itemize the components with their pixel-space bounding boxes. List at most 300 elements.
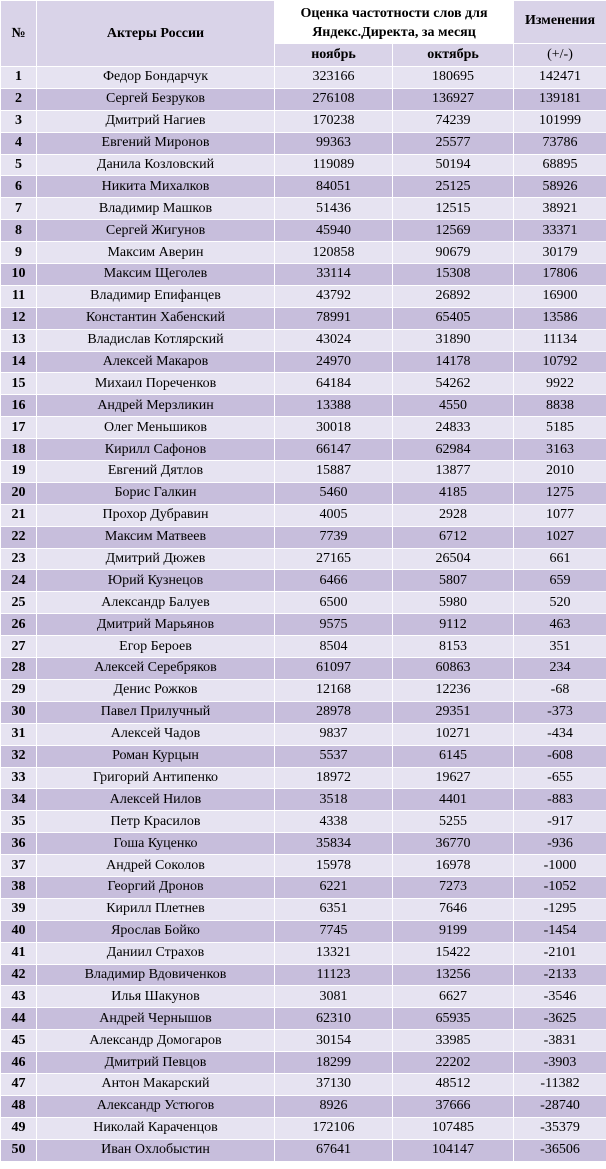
november-value: 8504 <box>275 636 393 658</box>
row-number: 5 <box>1 154 37 176</box>
october-value: 104147 <box>393 1139 514 1161</box>
row-number: 12 <box>1 307 37 329</box>
change-value: -3903 <box>514 1052 606 1074</box>
october-value: 5255 <box>393 811 514 833</box>
row-number: 47 <box>1 1073 37 1095</box>
change-value: -68 <box>514 679 606 701</box>
row-number: 39 <box>1 898 37 920</box>
header-num: № <box>1 1 37 67</box>
table-row <box>1 439 606 461</box>
november-value: 3081 <box>275 986 393 1008</box>
actor-name: Михаил Пореченков <box>37 373 275 395</box>
actor-name: Александр Балуев <box>37 592 275 614</box>
change-value: -373 <box>514 701 606 723</box>
row-number: 11 <box>1 285 37 307</box>
row-number: 29 <box>1 679 37 701</box>
row-number: 6 <box>1 176 37 198</box>
change-value: 8838 <box>514 395 606 417</box>
november-value: 172106 <box>275 1117 393 1139</box>
row-number: 19 <box>1 461 37 483</box>
change-value: 33371 <box>514 220 606 242</box>
october-value: 60863 <box>393 658 514 680</box>
change-value: -3625 <box>514 1008 606 1030</box>
november-value: 13388 <box>275 395 393 417</box>
actor-name: Данила Козловский <box>37 154 275 176</box>
change-value: -2133 <box>514 964 606 986</box>
table-row <box>1 461 606 483</box>
change-value: 101999 <box>514 110 606 132</box>
row-number: 28 <box>1 658 37 680</box>
october-value: 54262 <box>393 373 514 395</box>
table-row <box>1 88 606 110</box>
change-value: -1000 <box>514 855 606 877</box>
october-value: 136927 <box>393 88 514 110</box>
actor-name: Дмитрий Дюжев <box>37 548 275 570</box>
table-row <box>1 723 606 745</box>
november-value: 30018 <box>275 417 393 439</box>
row-number: 26 <box>1 614 37 636</box>
header-november: ноябрь <box>275 44 393 67</box>
actor-name: Евгений Миронов <box>37 132 275 154</box>
change-value: 1275 <box>514 482 606 504</box>
row-number: 34 <box>1 789 37 811</box>
header-row <box>1 1 606 44</box>
table-row <box>1 1117 606 1139</box>
row-number: 13 <box>1 329 37 351</box>
actor-name: Дмитрий Певцов <box>37 1052 275 1074</box>
october-value: 37666 <box>393 1095 514 1117</box>
october-value: 13877 <box>393 461 514 483</box>
table-row <box>1 833 606 855</box>
change-value: 17806 <box>514 264 606 286</box>
table-row <box>1 614 606 636</box>
change-value: -608 <box>514 745 606 767</box>
row-number: 2 <box>1 88 37 110</box>
actor-name: Константин Хабенский <box>37 307 275 329</box>
table-row <box>1 920 606 942</box>
change-value: -3831 <box>514 1030 606 1052</box>
header-change-unit: (+/-) <box>514 44 606 67</box>
table-row <box>1 67 606 89</box>
actor-name: Александр Домогаров <box>37 1030 275 1052</box>
october-value: 26892 <box>393 285 514 307</box>
table-row <box>1 570 606 592</box>
table-row <box>1 307 606 329</box>
actor-name: Кирилл Плетнев <box>37 898 275 920</box>
november-value: 323166 <box>275 67 393 89</box>
actor-name: Сергей Жигунов <box>37 220 275 242</box>
table-row <box>1 789 606 811</box>
november-value: 6221 <box>275 876 393 898</box>
october-value: 36770 <box>393 833 514 855</box>
row-number: 41 <box>1 942 37 964</box>
november-value: 18972 <box>275 767 393 789</box>
table-row <box>1 1030 606 1052</box>
row-number: 16 <box>1 395 37 417</box>
table-row <box>1 855 606 877</box>
october-value: 65935 <box>393 1008 514 1030</box>
table-row <box>1 964 606 986</box>
table-row <box>1 132 606 154</box>
table-row <box>1 658 606 680</box>
row-number: 48 <box>1 1095 37 1117</box>
actor-name: Денис Рожков <box>37 679 275 701</box>
november-value: 13321 <box>275 942 393 964</box>
november-value: 15887 <box>275 461 393 483</box>
table-row <box>1 526 606 548</box>
november-value: 5460 <box>275 482 393 504</box>
row-number: 24 <box>1 570 37 592</box>
change-value: 9922 <box>514 373 606 395</box>
october-value: 6145 <box>393 745 514 767</box>
november-value: 4338 <box>275 811 393 833</box>
row-number: 45 <box>1 1030 37 1052</box>
table-row <box>1 811 606 833</box>
actor-name: Алексей Нилов <box>37 789 275 811</box>
table-row <box>1 986 606 1008</box>
change-value: 73786 <box>514 132 606 154</box>
actor-name: Евгений Дятлов <box>37 461 275 483</box>
october-value: 26504 <box>393 548 514 570</box>
october-value: 12515 <box>393 198 514 220</box>
november-value: 67641 <box>275 1139 393 1161</box>
actor-name: Борис Галкин <box>37 482 275 504</box>
table-row <box>1 1052 606 1074</box>
october-value: 22202 <box>393 1052 514 1074</box>
change-value: 13586 <box>514 307 606 329</box>
row-number: 21 <box>1 504 37 526</box>
change-value: 2010 <box>514 461 606 483</box>
row-number: 18 <box>1 439 37 461</box>
actor-name: Прохор Дубравин <box>37 504 275 526</box>
change-value: 234 <box>514 658 606 680</box>
actor-name: Алексей Серебряков <box>37 658 275 680</box>
november-value: 37130 <box>275 1073 393 1095</box>
change-value: 1077 <box>514 504 606 526</box>
actor-name: Алексей Чадов <box>37 723 275 745</box>
row-number: 27 <box>1 636 37 658</box>
table-row <box>1 351 606 373</box>
november-value: 4005 <box>275 504 393 526</box>
change-value: -35379 <box>514 1117 606 1139</box>
actor-name: Максим Аверин <box>37 242 275 264</box>
november-value: 84051 <box>275 176 393 198</box>
table-row <box>1 1073 606 1095</box>
table-row <box>1 110 606 132</box>
actor-name: Владимир Вдовиченков <box>37 964 275 986</box>
november-value: 6466 <box>275 570 393 592</box>
november-value: 7745 <box>275 920 393 942</box>
row-number: 50 <box>1 1139 37 1161</box>
change-value: 10792 <box>514 351 606 373</box>
actor-name: Андрей Мерзликин <box>37 395 275 417</box>
table-row <box>1 482 606 504</box>
actor-name: Антон Макарский <box>37 1073 275 1095</box>
actor-name: Григорий Антипенко <box>37 767 275 789</box>
october-value: 6627 <box>393 986 514 1008</box>
row-number: 4 <box>1 132 37 154</box>
table-row <box>1 1095 606 1117</box>
row-number: 40 <box>1 920 37 942</box>
row-number: 43 <box>1 986 37 1008</box>
change-value: -11382 <box>514 1073 606 1095</box>
row-number: 10 <box>1 264 37 286</box>
october-value: 12569 <box>393 220 514 242</box>
november-value: 119089 <box>275 154 393 176</box>
change-value: 463 <box>514 614 606 636</box>
row-number: 31 <box>1 723 37 745</box>
row-number: 37 <box>1 855 37 877</box>
november-value: 12168 <box>275 679 393 701</box>
november-value: 51436 <box>275 198 393 220</box>
november-value: 35834 <box>275 833 393 855</box>
actor-name: Павел Прилучный <box>37 701 275 723</box>
row-number: 15 <box>1 373 37 395</box>
row-number: 1 <box>1 67 37 89</box>
row-number: 32 <box>1 745 37 767</box>
actor-name: Кирилл Сафонов <box>37 439 275 461</box>
actor-name: Владислав Котлярский <box>37 329 275 351</box>
row-number: 44 <box>1 1008 37 1030</box>
actor-name: Роман Курцын <box>37 745 275 767</box>
change-value: 5185 <box>514 417 606 439</box>
row-number: 49 <box>1 1117 37 1139</box>
november-value: 62310 <box>275 1008 393 1030</box>
october-value: 16978 <box>393 855 514 877</box>
change-value: 16900 <box>514 285 606 307</box>
october-value: 7646 <box>393 898 514 920</box>
october-value: 25125 <box>393 176 514 198</box>
actor-name: Владимир Епифанцев <box>37 285 275 307</box>
table-row <box>1 592 606 614</box>
actor-name: Андрей Соколов <box>37 855 275 877</box>
november-value: 5537 <box>275 745 393 767</box>
october-value: 4550 <box>393 395 514 417</box>
november-value: 99363 <box>275 132 393 154</box>
table-row <box>1 1139 606 1161</box>
october-value: 10271 <box>393 723 514 745</box>
change-value: 659 <box>514 570 606 592</box>
change-value: 58926 <box>514 176 606 198</box>
table-body <box>1 67 606 1162</box>
table-row <box>1 373 606 395</box>
row-number: 20 <box>1 482 37 504</box>
november-value: 28978 <box>275 701 393 723</box>
november-value: 24970 <box>275 351 393 373</box>
october-value: 13256 <box>393 964 514 986</box>
table-row <box>1 504 606 526</box>
actor-name: Гоша Куценко <box>37 833 275 855</box>
change-value: 38921 <box>514 198 606 220</box>
row-number: 25 <box>1 592 37 614</box>
actor-name: Георгий Дронов <box>37 876 275 898</box>
table-row <box>1 767 606 789</box>
row-number: 3 <box>1 110 37 132</box>
october-value: 90679 <box>393 242 514 264</box>
november-value: 6500 <box>275 592 393 614</box>
actor-name: Максим Щеголев <box>37 264 275 286</box>
october-value: 14178 <box>393 351 514 373</box>
header-actors: Актеры России <box>37 1 275 67</box>
november-value: 27165 <box>275 548 393 570</box>
october-value: 31890 <box>393 329 514 351</box>
table-row <box>1 395 606 417</box>
change-value: -1295 <box>514 898 606 920</box>
change-value: 3163 <box>514 439 606 461</box>
october-value: 5807 <box>393 570 514 592</box>
row-number: 14 <box>1 351 37 373</box>
november-value: 61097 <box>275 658 393 680</box>
actor-name: Даниил Страхов <box>37 942 275 964</box>
october-value: 65405 <box>393 307 514 329</box>
table-row <box>1 1008 606 1030</box>
table-row <box>1 942 606 964</box>
row-number: 33 <box>1 767 37 789</box>
row-number: 23 <box>1 548 37 570</box>
october-value: 2928 <box>393 504 514 526</box>
october-value: 29351 <box>393 701 514 723</box>
october-value: 15308 <box>393 264 514 286</box>
october-value: 9112 <box>393 614 514 636</box>
actor-name: Александр Устюгов <box>37 1095 275 1117</box>
table-row <box>1 264 606 286</box>
row-number: 42 <box>1 964 37 986</box>
row-number: 36 <box>1 833 37 855</box>
change-value: -1052 <box>514 876 606 898</box>
actor-name: Андрей Чернышов <box>37 1008 275 1030</box>
actor-name: Егор Бероев <box>37 636 275 658</box>
table-row <box>1 679 606 701</box>
actor-name: Сергей Безруков <box>37 88 275 110</box>
october-value: 4185 <box>393 482 514 504</box>
november-value: 7739 <box>275 526 393 548</box>
change-value: 1027 <box>514 526 606 548</box>
november-value: 276108 <box>275 88 393 110</box>
table-row <box>1 176 606 198</box>
november-value: 9837 <box>275 723 393 745</box>
row-number: 38 <box>1 876 37 898</box>
table-row <box>1 285 606 307</box>
table-row <box>1 329 606 351</box>
november-value: 43024 <box>275 329 393 351</box>
november-value: 43792 <box>275 285 393 307</box>
change-value: 351 <box>514 636 606 658</box>
actor-name: Илья Шакунов <box>37 986 275 1008</box>
november-value: 78991 <box>275 307 393 329</box>
october-value: 107485 <box>393 1117 514 1139</box>
table-row <box>1 242 606 264</box>
change-value: -36506 <box>514 1139 606 1161</box>
november-value: 64184 <box>275 373 393 395</box>
change-value: -3546 <box>514 986 606 1008</box>
october-value: 48512 <box>393 1073 514 1095</box>
header-change: Изменения <box>514 1 606 44</box>
november-value: 6351 <box>275 898 393 920</box>
november-value: 18299 <box>275 1052 393 1074</box>
october-value: 9199 <box>393 920 514 942</box>
november-value: 45940 <box>275 220 393 242</box>
actor-name: Ярослав Бойко <box>37 920 275 942</box>
november-value: 120858 <box>275 242 393 264</box>
november-value: 66147 <box>275 439 393 461</box>
change-value: -2101 <box>514 942 606 964</box>
table-row <box>1 745 606 767</box>
actor-name: Дмитрий Марьянов <box>37 614 275 636</box>
change-value: 139181 <box>514 88 606 110</box>
table-row <box>1 898 606 920</box>
october-value: 15422 <box>393 942 514 964</box>
november-value: 15978 <box>275 855 393 877</box>
change-value: -936 <box>514 833 606 855</box>
header-october: октябрь <box>393 44 514 67</box>
actor-name: Иван Охлобыстин <box>37 1139 275 1161</box>
change-value: -655 <box>514 767 606 789</box>
change-value: -434 <box>514 723 606 745</box>
table-row <box>1 548 606 570</box>
row-number: 22 <box>1 526 37 548</box>
november-value: 33114 <box>275 264 393 286</box>
actor-name: Владимир Машков <box>37 198 275 220</box>
table-row <box>1 154 606 176</box>
october-value: 12236 <box>393 679 514 701</box>
table-row <box>1 876 606 898</box>
table-row <box>1 417 606 439</box>
row-number: 7 <box>1 198 37 220</box>
october-value: 5980 <box>393 592 514 614</box>
row-number: 35 <box>1 811 37 833</box>
change-value: -28740 <box>514 1095 606 1117</box>
november-value: 9575 <box>275 614 393 636</box>
october-value: 25577 <box>393 132 514 154</box>
row-number: 30 <box>1 701 37 723</box>
table-row <box>1 220 606 242</box>
row-number: 8 <box>1 220 37 242</box>
actor-name: Алексей Макаров <box>37 351 275 373</box>
october-value: 4401 <box>393 789 514 811</box>
row-number: 9 <box>1 242 37 264</box>
october-value: 24833 <box>393 417 514 439</box>
header-frequency-stat: Оценка частотности слов для Яндекс.Директа, за месяц <box>275 1 514 44</box>
october-value: 50194 <box>393 154 514 176</box>
october-value: 33985 <box>393 1030 514 1052</box>
change-value: 520 <box>514 592 606 614</box>
change-value: 142471 <box>514 67 606 89</box>
october-value: 6712 <box>393 526 514 548</box>
change-value: 11134 <box>514 329 606 351</box>
november-value: 11123 <box>275 964 393 986</box>
change-value: 68895 <box>514 154 606 176</box>
change-value: 30179 <box>514 242 606 264</box>
october-value: 7273 <box>393 876 514 898</box>
november-value: 170238 <box>275 110 393 132</box>
october-value: 8153 <box>393 636 514 658</box>
row-number: 46 <box>1 1052 37 1074</box>
actor-name: Юрий Кузнецов <box>37 570 275 592</box>
actor-name: Николай Караченцов <box>37 1117 275 1139</box>
table-row <box>1 636 606 658</box>
actor-name: Максим Матвеев <box>37 526 275 548</box>
october-value: 62984 <box>393 439 514 461</box>
november-value: 3518 <box>275 789 393 811</box>
november-value: 30154 <box>275 1030 393 1052</box>
change-value: -917 <box>514 811 606 833</box>
table-row <box>1 701 606 723</box>
october-value: 19627 <box>393 767 514 789</box>
row-number: 17 <box>1 417 37 439</box>
actor-name: Дмитрий Нагиев <box>37 110 275 132</box>
change-value: 661 <box>514 548 606 570</box>
change-value: -1454 <box>514 920 606 942</box>
